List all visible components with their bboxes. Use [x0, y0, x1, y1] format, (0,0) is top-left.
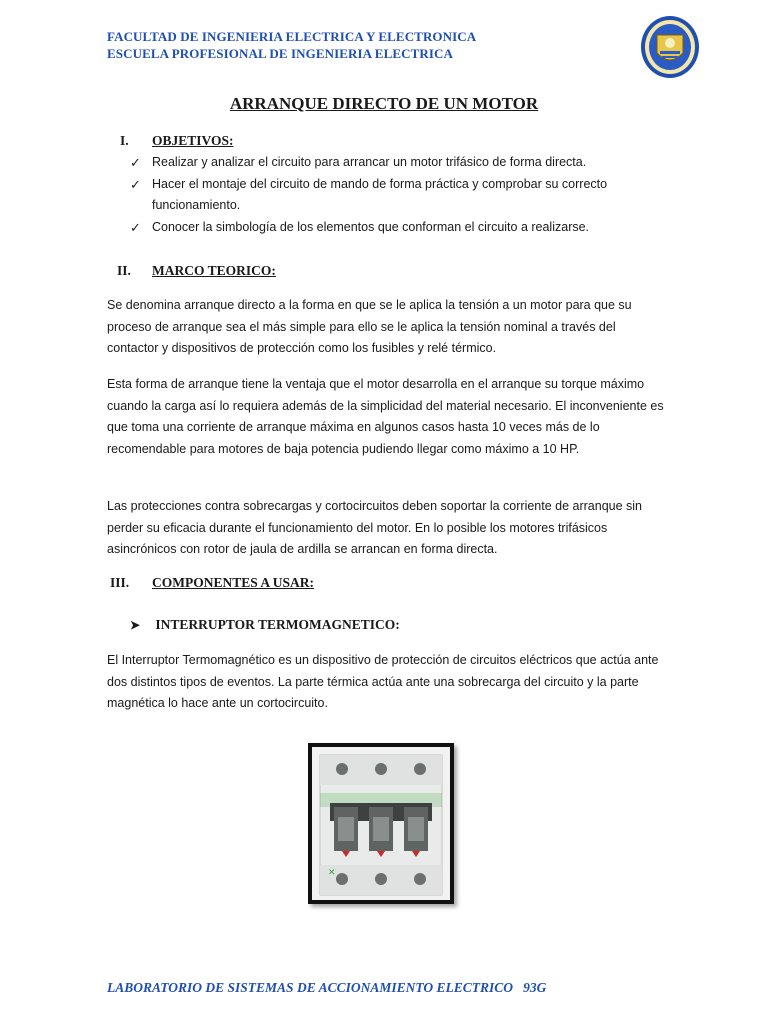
section-number: II. [117, 263, 131, 278]
faculty-name: FACULTAD DE INGENIERIA ELECTRICA Y ELECTRONICA [107, 29, 477, 44]
document-title: ARRANQUE DIRECTO DE UN MOTOR [229, 94, 539, 113]
marco-paragraph-1: Se denomina arranque directo a la forma en que se le aplica la tensión a un motor para que su proceso de arranque sea el más simple para ello se le aplica la tensión nominal a través del contactor y dispositivos de protección como los fusibles y relé térmico. [107, 298, 632, 356]
marco-paragraph-3: Las protecciones contra sobrecargas y cortocircuitos deben soportar la corriente de arranque sin perder su eficacia durante el funcionamiento del motor. En lo posible los motores trifásicos asincrónicos con rotor de jaula de ardilla se arrancan en forma directa. [107, 499, 643, 557]
university-seal-icon [640, 15, 700, 79]
section-number: III. [110, 575, 130, 590]
checkmark-icon: ✓ [130, 219, 141, 235]
svg-text:✕: ✕ [328, 868, 336, 878]
list-item [130, 217, 670, 239]
component-heading [130, 617, 400, 633]
circuit-breaker-photo [308, 743, 454, 904]
document-footer: LABORATORIO DE SISTEMAS DE ACCIONAMIENTO ELECTRICO 93G [107, 980, 547, 995]
three-pole-circuit-breaker-icon [312, 747, 450, 900]
objetivos-list [130, 152, 670, 238]
section-label: OBJETIVOS: [152, 133, 234, 148]
arrowhead-right-icon: ➤ [130, 618, 141, 632]
checkmark-icon: ✓ [130, 155, 141, 170]
section-label: COMPONENTES A USAR: [152, 575, 315, 590]
section-number: I. [120, 133, 129, 148]
marco-paragraph-2: Esta forma de arranque tiene la ventaja que el motor desarrolla en el arranque su torque máximo cuando la carga así lo requiera además de la simplicidad del material necesario. El inconveniente es que toma una corriente de arranque máxima en algunos casos hasta 10 veces más de lo recomendable para motores de baja potencia pudiendo llegar como máximo a 10 HP. [107, 377, 664, 457]
list-item-text: Hacer el montaje del circuito de mando de forma práctica y comprobar su correcto funcionamiento. [152, 176, 608, 212]
section-label: MARCO TEORICO: [152, 263, 276, 278]
list-item [130, 152, 670, 174]
component-title: INTERRUPTOR TERMOMAGNETICO: [155, 617, 400, 632]
list-item-text: Realizar y analizar el circuito para arrancar un motor trifásico de forma directa. [152, 155, 587, 169]
document-header [107, 28, 476, 62]
checkmark-icon: ✓ [130, 176, 141, 192]
list-item-text: Conocer la simbología de los elementos que conforman el circuito a realizarse. [152, 219, 590, 234]
component-description: El Interruptor Termomagnético es un dispositivo de protección de circuitos eléctricos que actúa ante dos distintos tipos de eventos. La parte térmica actúa ante una sobrecarga del circuito y la parte magnética lo hace ante un cortocircuito. [107, 653, 659, 711]
school-name: ESCUELA PROFESIONAL DE INGENIERIA ELECTRICA [107, 46, 453, 61]
list-item [130, 174, 670, 217]
